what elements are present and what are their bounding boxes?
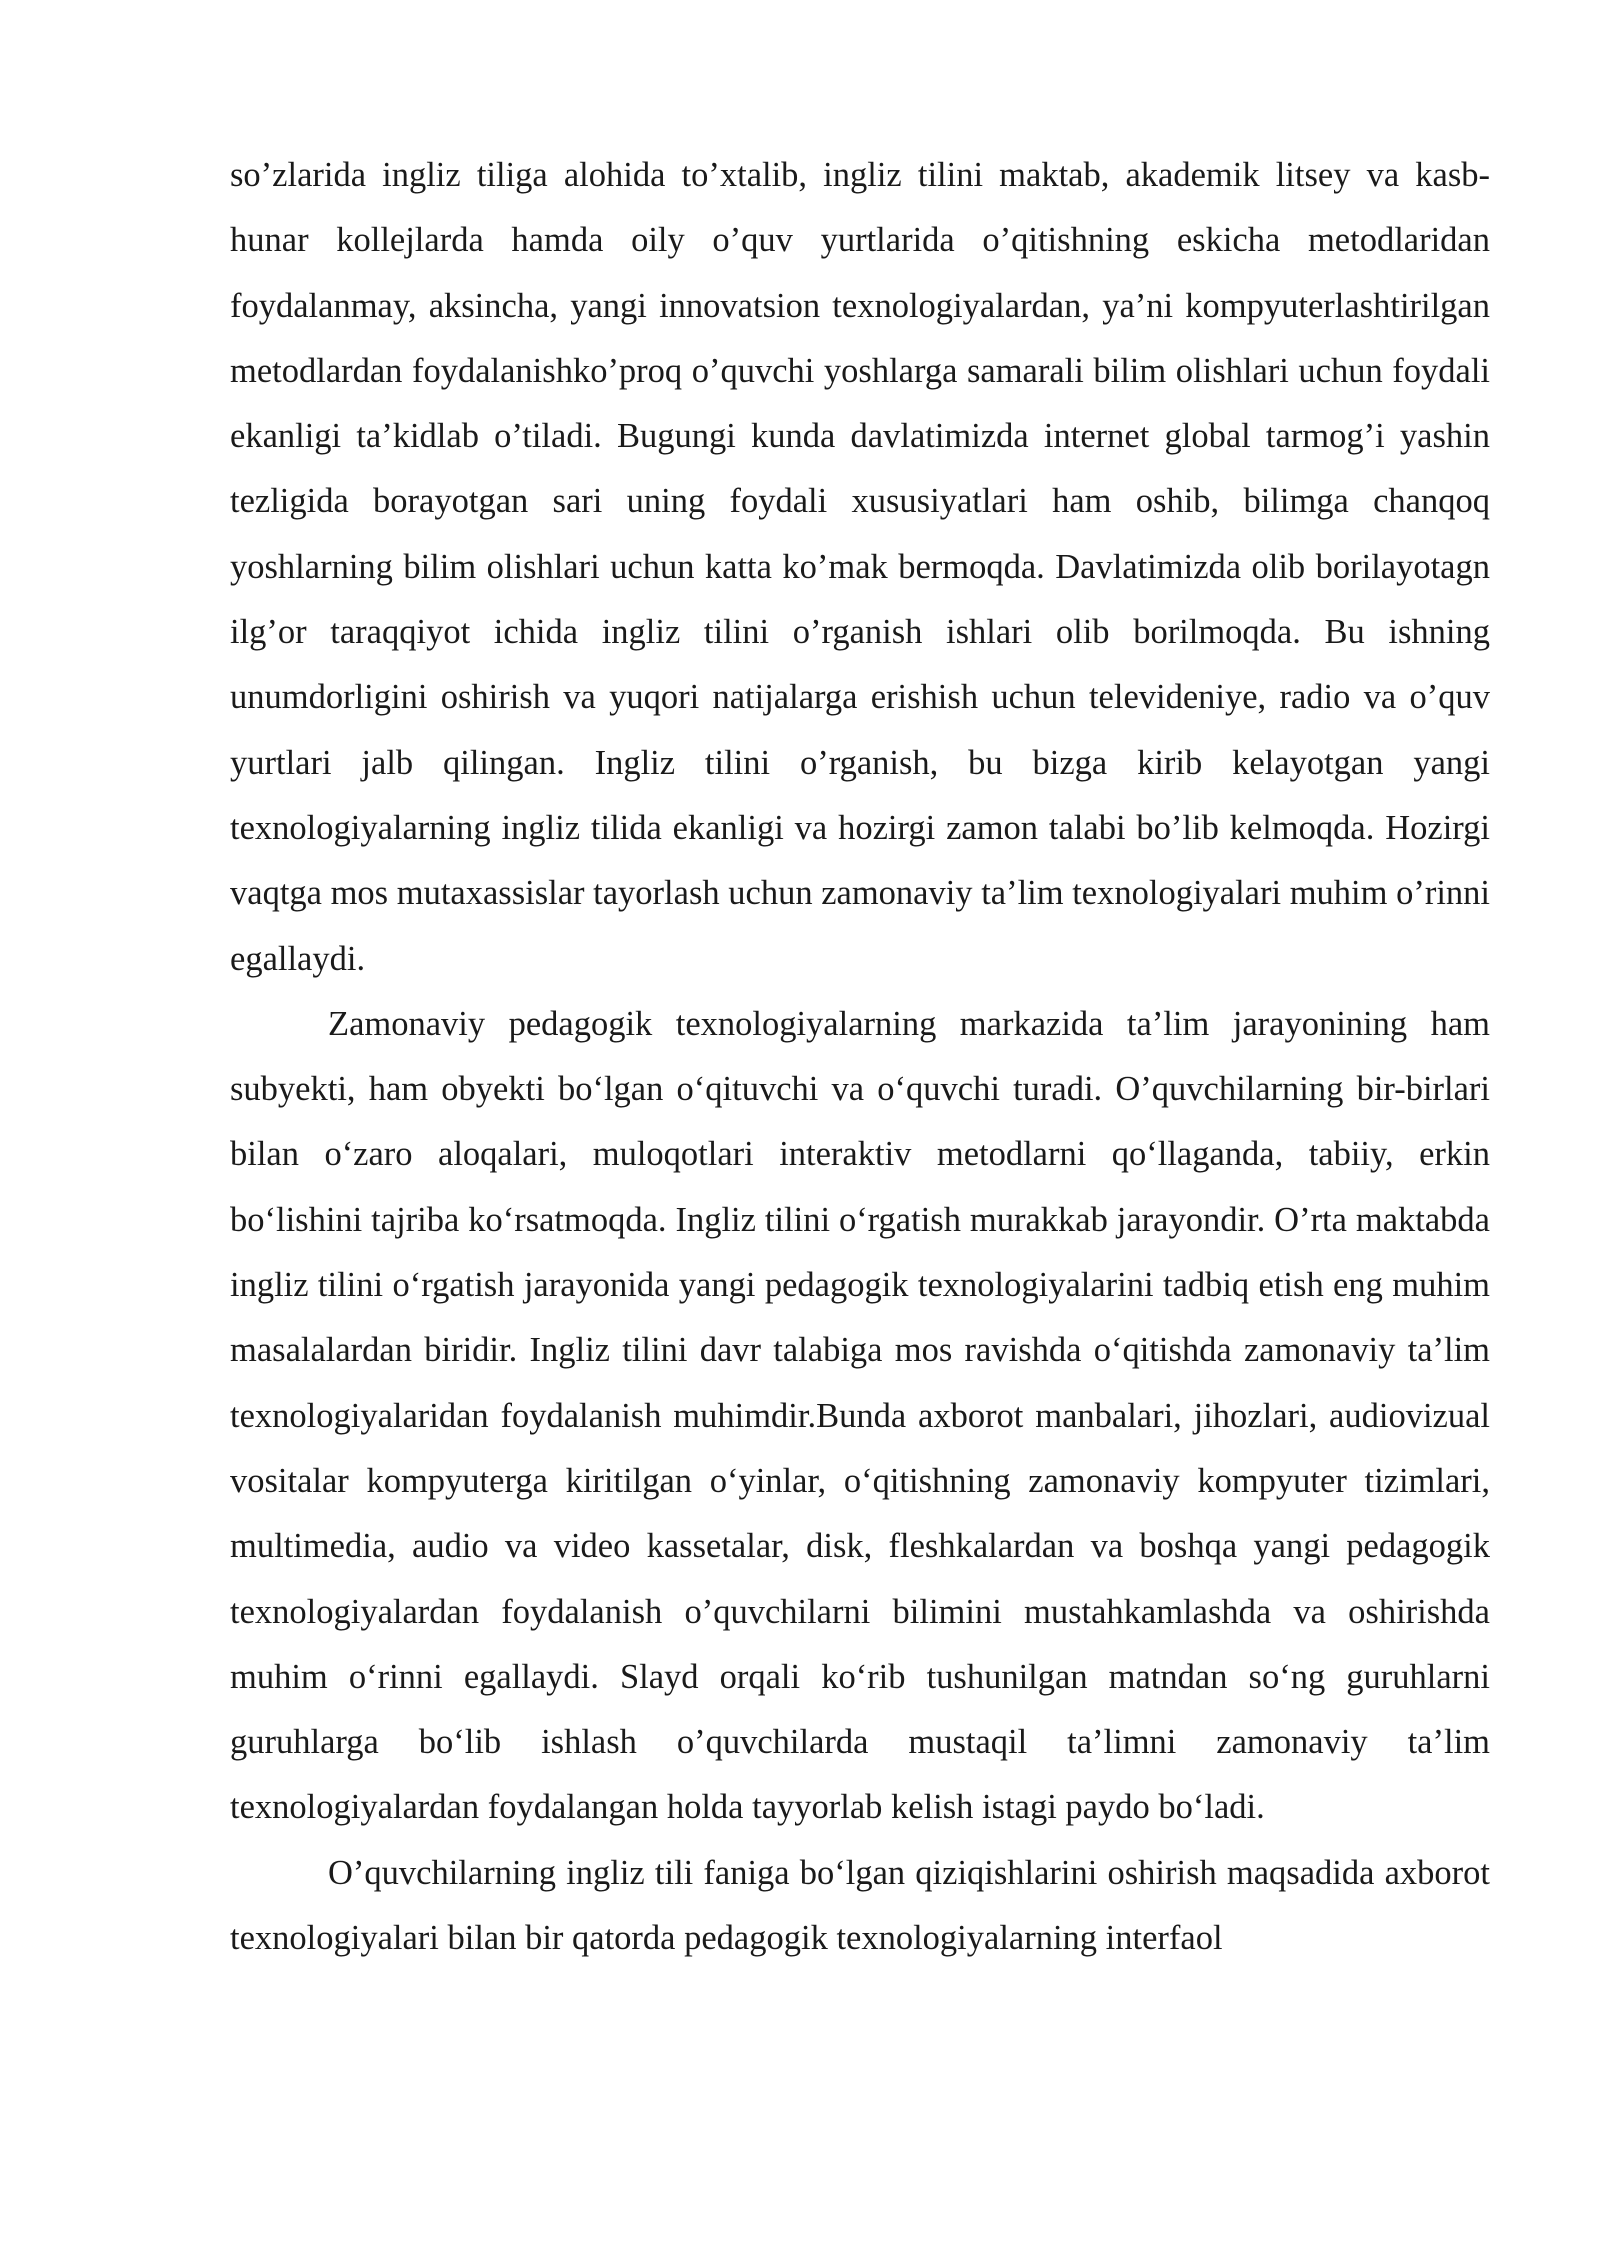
paragraph-3: O’quvchilarning ingliz tili faniga bo‘lgan qiziqishlarini oshirish maqsadida axborot texnologiyalari bilan bir qatorda pedagogik texnologiyalarning interfaol [230, 1853, 1490, 1958]
paragraph-1: so’zlarida ingliz tiliga alohida to’xtalib, ingliz tilini maktab, akademik litsey va kasb- hunar kollejlarda hamda oily o’quv yurtlarida o’qitishning eskicha metodlaridan foydalanmay, aksincha, yangi innovatsion texnologiyalardan, ya’ni kompyuterlashtirilgan metodlardan foydalanishko’proq o’quvchi yoshlarga samarali bilim olishlari uchun foydali ekanligi ta’kidlab o’tiladi. Bugungi kunda davlatimizda internet global tarmog’i yashin tezligida borayotgan sari uning foydali xususiyatlari ham oshib, bilimga chanqoq yoshlarning bilim olishlari uchun katta ko’mak bermoqda. Davlatimizda olib borilayotagn ilg’or taraqqiyot ichida ingliz tilini o’rganish ishlari olib borilmoqda. Bu ishning unumdorligini oshirish va yuqori natijalarga erishish uchun televideniye, radio va o’quv yurtlari jalb qilingan. Ingliz tilini o’rganish, bu bizga kirib kelayotgan yangi texnologiyalarning ingliz tilida ekanligi va hozirgi zamon talabi bo’lib kelmoqda. Hozirgi vaqtga mos mutaxassislar tayorlash uchun zamonaviy ta’lim texnologiyalari muhim o’rinni egallaydi. [230, 156, 1490, 978]
document-body [230, 143, 1490, 1971]
paragraph-2: Zamonaviy pedagogik texnologiyalarning markazida ta’lim jarayonining ham subyekti, ham obyekti bo‘lgan o‘qituvchi va o‘quvchi turadi. O’quvchilarning bir-birlari bilan o‘zaro aloqalari, muloqotlari interaktiv metodlarni qo‘llaganda, tabiiy, erkin bo‘lishini tajriba ko‘rsatmoqda. Ingliz tilini o‘rgatish murakkab jarayondir. O’rta maktabda ingliz tilini o‘rgatish jarayonida yangi pedagogik texnologiyalarini tadbiq etish eng muhim masalalardan biridir. Ingliz tilini davr talabiga mos ravishda o‘qitishda zamonaviy ta’lim texnologiyalaridan foydalanish muhimdir.Bunda axborot manbalari, jihozlari, audiovizual vositalar kompyuterga kiritilgan o‘yinlar, o‘qitishning zamonaviy kompyuter tizimlari, multimedia, audio va video kassetalar, disk, fleshkalardan va boshqa yangi pedagogik texnologiyalardan foydalanish o’quvchilarni bilimini mustahkamlashda va oshirishda muhim o‘rinni egallaydi. Slayd orqali ko‘rib tushunilgan matndan so‘ng guruhlarni guruhlarga bo‘lib ishlash o’quvchilarda mustaqil ta’limni zamonaviy ta’lim texnologiyalardan foydalangan holda tayyorlab kelish istagi paydo bo‘ladi. [230, 1004, 1490, 1827]
